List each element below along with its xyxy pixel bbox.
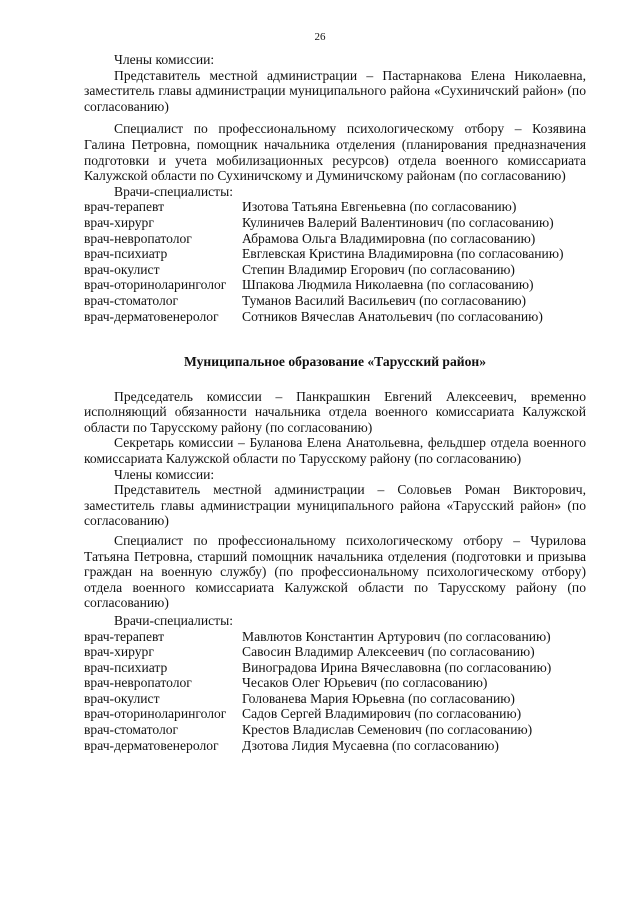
doctor-row	[84, 199, 586, 215]
page-number: 26	[314, 31, 326, 43]
doctor-role: врач-окулист	[84, 261, 160, 277]
doctor-row	[84, 262, 586, 278]
doctor-role: врач-хирург	[84, 644, 154, 660]
doctor-row	[84, 246, 586, 262]
doctor-name: Шпакова Людмила Николаевна (по согласованию)	[242, 277, 534, 293]
chairman-paragraph: Председатель комиссии – Панкрашкин Евгений Алексеевич, временно исполняющий обязанности начальника отдела военного комиссариата Калужской области по Тарусскому району (по согласованию)	[84, 388, 586, 435]
doctor-row	[84, 629, 586, 645]
doctor-row	[84, 660, 586, 676]
doctor-name: Абрамова Ольга Владимировна (по согласованию)	[242, 230, 536, 246]
doctors-label: Врачи-специалисты:	[114, 183, 233, 199]
doctors-list	[84, 199, 586, 324]
doctor-name: Виноградова Ирина Вячеславовна (по согласованию)	[242, 659, 552, 675]
doctor-name: Евглевская Кристина Владимировна (по согласованию)	[242, 246, 564, 262]
doctor-name: Степин Владимир Егорович (по согласованию)	[242, 261, 515, 277]
doctor-role: врач-оториноларинголог	[84, 277, 227, 293]
doctor-name: Сотников Вячеслав Анатольевич (по согласованию)	[242, 308, 543, 324]
doctor-name: Савосин Владимир Алексеевич (по согласованию)	[242, 644, 535, 660]
members-label: Члены комиссии:	[114, 52, 215, 67]
doctor-role: врач-окулист	[84, 690, 160, 706]
doctor-row	[84, 691, 586, 707]
doctor-role: врач-невропатолог	[84, 675, 192, 691]
member-paragraph: Представитель местной администрации – Пастарнакова Елена Николаевна, заместитель главы администрации муниципального района «Сухиничский район» (по согласованию)	[84, 67, 586, 114]
doctors-list	[84, 629, 586, 754]
doctor-role: врач-невропатолог	[84, 230, 192, 246]
doctor-row	[84, 644, 586, 660]
doctor-role: врач-терапевт	[84, 199, 165, 215]
member-paragraph: Специалист по профессиональному психологическому отбору – Козявина Галина Петровна, помощник начальника отделения (планирования предназначения подготовки и учета мобилизационных ресурсов) отдела военного комиссариата Калужской области по Сухиничскому и Думиничскому районам (по согласованию)	[84, 121, 586, 184]
doctor-row	[84, 738, 586, 754]
member-paragraph: Представитель местной администрации – Соловьев Роман Викторович, заместитель главы администрации муниципального района «Тарусский район» (по согласованию)	[84, 482, 586, 529]
section-sukhinichi	[84, 52, 586, 324]
doctors-label: Врачи-специалисты:	[114, 612, 233, 628]
doctor-row	[84, 277, 586, 293]
doctor-name: Голованева Мария Юрьевна (по согласованию)	[242, 690, 515, 706]
doctor-row	[84, 675, 586, 691]
doctor-name: Изотова Татьяна Евгеньевна (по согласованию)	[242, 199, 517, 215]
doctor-row	[84, 309, 586, 325]
doctor-role: врач-дерматовенеролог	[84, 308, 219, 324]
doctor-name: Чесаков Олег Юрьевич (по согласованию)	[242, 675, 488, 691]
doctor-row	[84, 215, 586, 231]
doctor-row	[84, 706, 586, 722]
doctor-role: врач-хирург	[84, 214, 154, 230]
doctor-role: врач-психиатр	[84, 659, 168, 675]
secretary-paragraph: Секретарь комиссии – Буланова Елена Анатольевна, фельдшер отдела военного комиссариата Калужской области по Тарусскому району (по согласованию)	[84, 435, 586, 466]
member-paragraph: Специалист по профессиональному психологическому отбору – Чурилова Татьяна Петровна, старший помощник начальника отделения (подготовки и призыва граждан на военную службу) (по профессиональному психологическому отбору) отдела военного комиссариата Калужской области по Тарусскому району (по согласованию)	[84, 532, 586, 611]
section-tarusa	[84, 354, 586, 753]
section-heading: Муниципальное образование «Тарусский район»	[183, 354, 487, 369]
doctor-row	[84, 722, 586, 738]
doctor-role: врач-стоматолог	[84, 292, 179, 308]
doctor-name: Туманов Василий Васильевич (по согласованию)	[242, 292, 527, 308]
doctor-role: врач-стоматолог	[84, 722, 179, 738]
doctor-role: врач-психиатр	[84, 246, 168, 262]
doctor-name: Садов Сергей Владимирович (по согласованию)	[242, 706, 522, 722]
members-label: Члены комиссии:	[114, 466, 215, 482]
doctor-role: врач-терапевт	[84, 628, 165, 644]
doctor-row	[84, 293, 586, 309]
doctor-name: Крестов Владислав Семенович (по согласованию)	[242, 722, 533, 738]
doctor-name: Кулиничев Валерий Валентинович (по согласованию)	[242, 214, 554, 230]
doctor-name: Мавлютов Константин Артурович (по согласованию)	[242, 628, 551, 644]
doctor-row	[84, 231, 586, 247]
doctor-role: врач-оториноларинголог	[84, 706, 227, 722]
doctor-name: Дзотова Лидия Мусаевна (по согласованию)	[242, 737, 499, 753]
doctor-role: врач-дерматовенеролог	[84, 737, 219, 753]
